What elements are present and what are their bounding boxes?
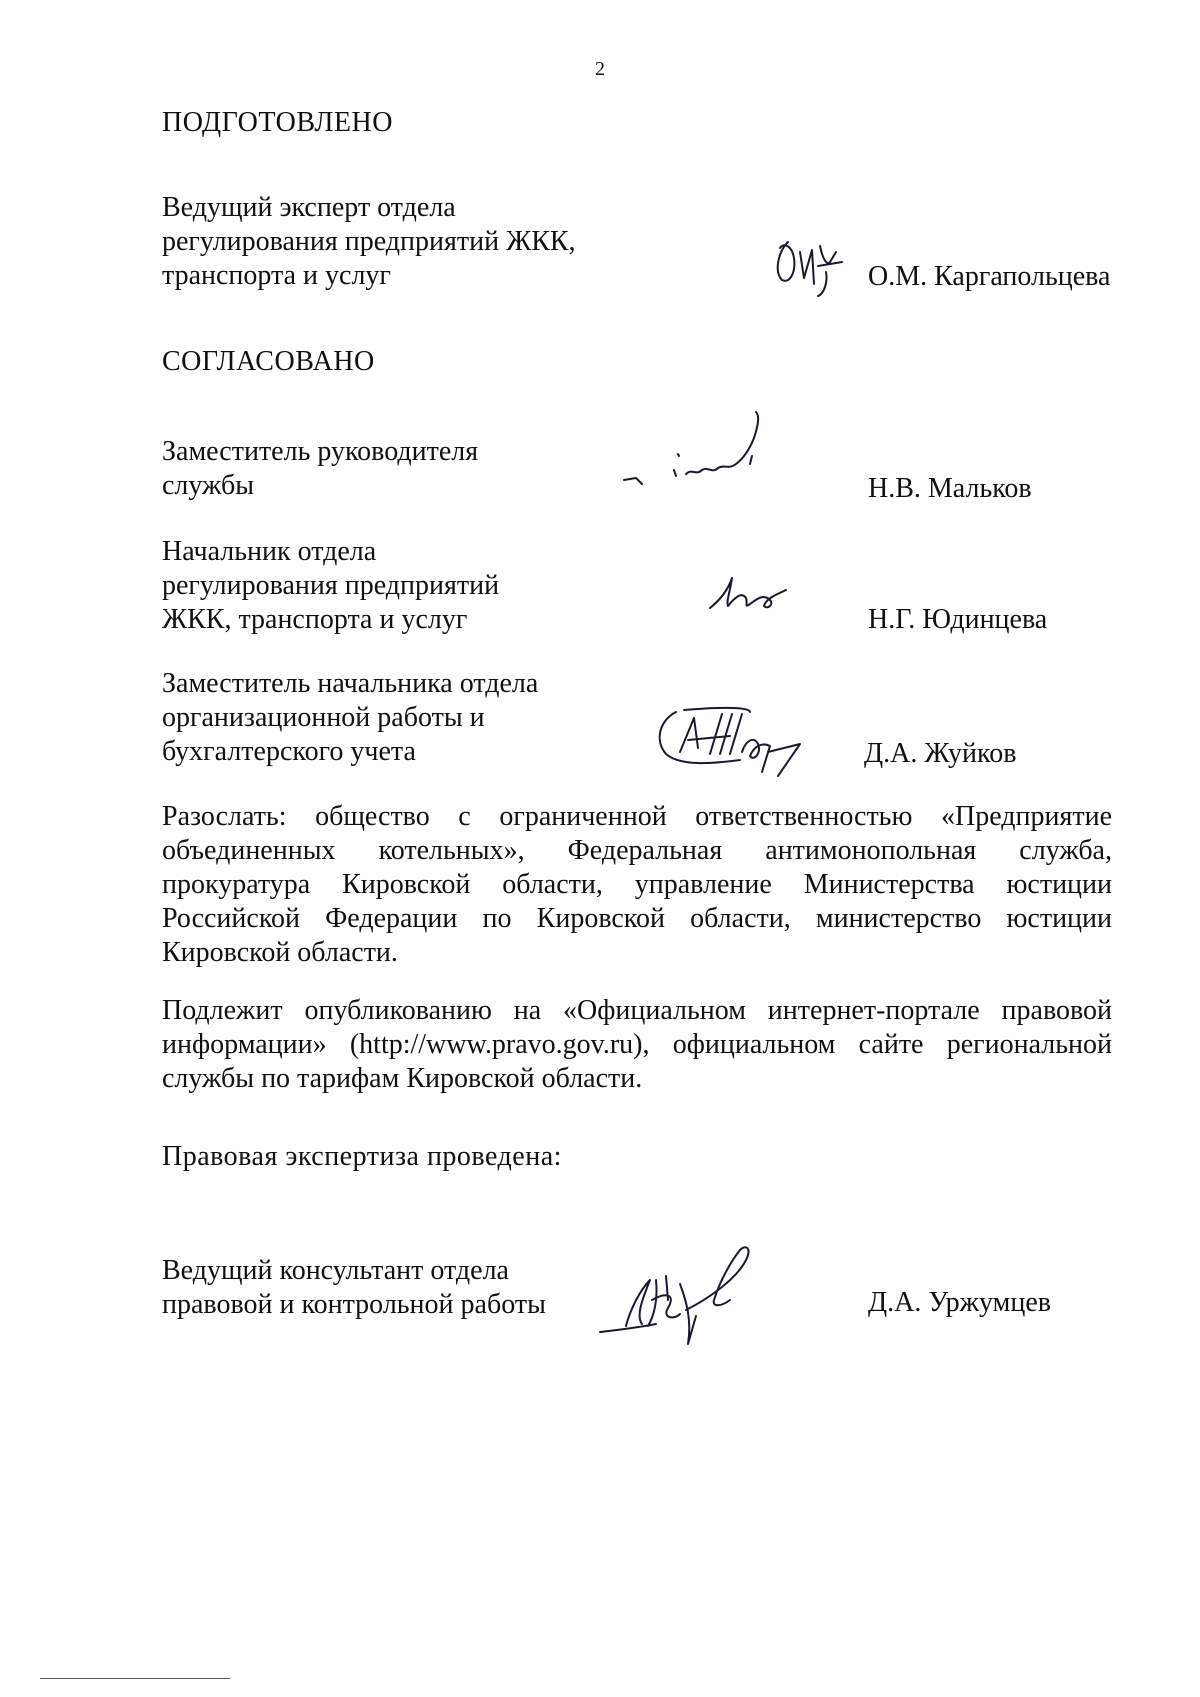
prepared-name: О.М. Каргапольцева [868,261,1111,292]
legal-review-position: Ведущий консультант отдела правовой и контрольной работы [162,1255,546,1320]
signer-position-zhuikov: Заместитель начальника отдела организационной работы и бухгалтерского учета [162,668,539,767]
distribution-list: Разослать: общество с ограниченной ответственностью «Предприятие объединенных котельных», Федеральная антимонопольная служба, прокуратура Кировской области, управление Министерства юстиции Российской Федерации по Кировской области, министерство юстиции Кировской области. [162,801,1112,968]
signer-position-malkov: Заместитель руководителя службы [162,436,479,501]
legal-review-heading: Правовая экспертиза проведена: [162,1141,562,1172]
prepared-position: Ведущий эксперт отдела регулирования предприятий ЖКК, транспорта и услуг [162,192,576,291]
footer-divider [40,1678,230,1679]
agreed-heading: СОГЛАСОВАНО [162,346,375,377]
signer-position-yudintseva: Начальник отдела регулирования предприятий ЖКК, транспорта и услуг [162,536,500,635]
signature-kargapoltseva [770,232,850,302]
publication-note: Подлежит опубликованию на «Официальном интернет-портале правовой информации» (http://www.pravo.gov.ru), официальном сайте региональной службы по тарифам Кировской области. [162,995,1112,1094]
page-number: 2 [595,58,605,80]
signature-malkov [616,408,816,503]
signer-name-zhuikov: Д.А. Жуйков [864,738,1017,769]
signer-name-yudintseva: Н.Г. Юдинцева [868,604,1048,635]
signer-name-malkov: Н.В. Мальков [868,473,1032,504]
signature-zhuikov [650,700,860,780]
signature-yudintseva [706,570,806,620]
legal-review-name: Д.А. Уржумцев [868,1287,1052,1318]
signature-urzhumtsev [596,1240,806,1350]
prepared-heading: ПОДГОТОВЛЕНО [162,107,393,138]
